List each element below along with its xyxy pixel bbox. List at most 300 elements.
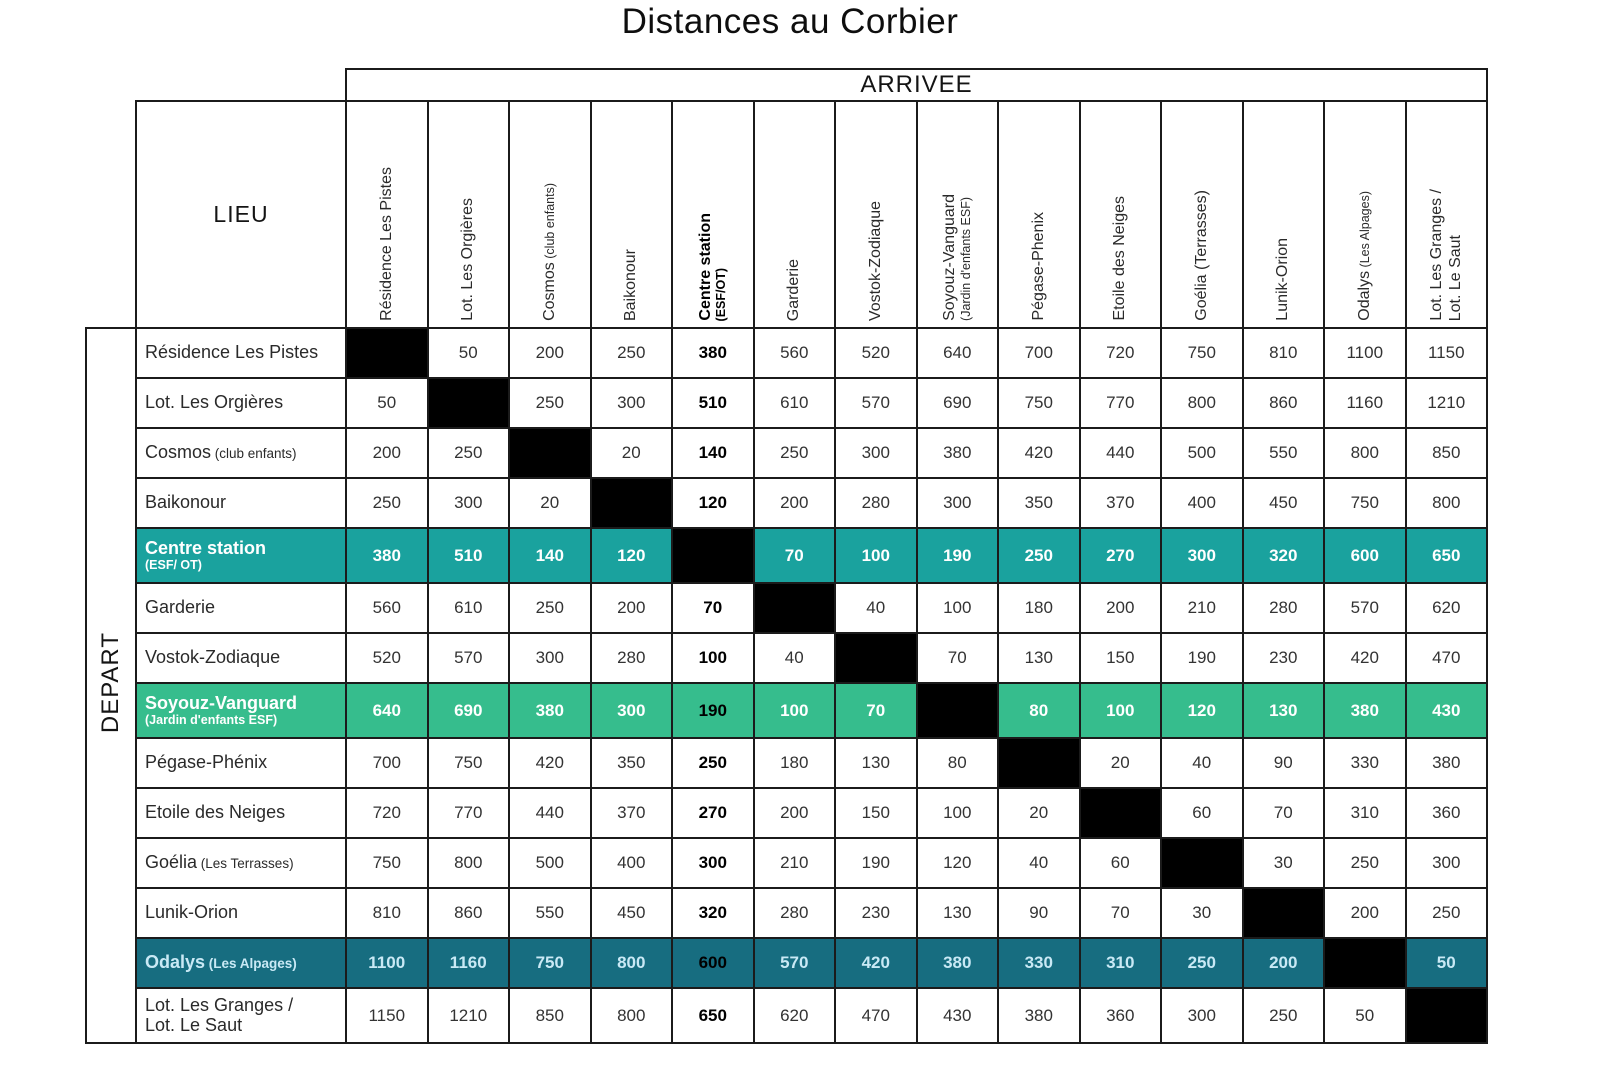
row-label [136, 683, 346, 738]
distance-cell: 250 [1406, 888, 1488, 938]
distance-table [85, 68, 1488, 1044]
distance-cell: 300 [591, 378, 673, 428]
row-label-sub: (ESF/ OT) [145, 557, 202, 572]
distance-cell: 80 [917, 738, 999, 788]
distance-cell: 690 [917, 378, 999, 428]
distance-cell: 620 [1406, 583, 1488, 633]
distance-cell: 1210 [1406, 378, 1488, 428]
distance-cell: 60 [1080, 838, 1162, 888]
distance-cell: 1100 [346, 938, 428, 988]
table-row [86, 938, 1487, 988]
distance-cell: 1210 [428, 988, 510, 1043]
row-label [136, 428, 346, 478]
distance-cell: 130 [998, 633, 1080, 683]
distance-cell: 850 [509, 988, 591, 1043]
table-row [86, 888, 1487, 938]
column-header-text [1162, 102, 1242, 327]
column-header [1324, 101, 1406, 328]
distance-cell: 750 [998, 378, 1080, 428]
distance-cell: 320 [1243, 528, 1325, 583]
distance-cell: 120 [917, 838, 999, 888]
column-header-text [592, 102, 672, 327]
row-label-sub: (club enfants) [211, 446, 297, 462]
distance-cell: 720 [346, 788, 428, 838]
row-label [136, 738, 346, 788]
row-label-main: Vostok-Zodiaque [145, 647, 281, 668]
distance-cell: 330 [1324, 738, 1406, 788]
distance-cell: 370 [591, 788, 673, 838]
column-header-main: Pégase-Phenix [1029, 212, 1047, 321]
row-label-sub: (Jardin d'enfants ESF) [145, 712, 278, 727]
distance-cell: 20 [998, 788, 1080, 838]
distance-cell: 70 [672, 583, 754, 633]
row-label-main: Garderie [145, 597, 216, 618]
column-header [917, 101, 999, 328]
column-header-sub: (ESF/OT) [714, 267, 729, 321]
column-header-text [1081, 102, 1161, 327]
distance-cell: 50 [346, 378, 428, 428]
column-header-main: Garderie [785, 258, 803, 321]
distance-cell: 100 [917, 583, 999, 633]
distance-cell: 70 [1080, 888, 1162, 938]
corner-blank [86, 101, 136, 328]
column-header-main: Goélia (Terrasses) [1192, 190, 1210, 321]
table-row [86, 788, 1487, 838]
table-row [86, 988, 1487, 1043]
distance-cell: 30 [1161, 888, 1243, 938]
column-header-text [673, 102, 753, 327]
distance-cell: 100 [754, 683, 836, 738]
distance-cell: 190 [672, 683, 754, 738]
distance-cell: 800 [1324, 428, 1406, 478]
diagonal-cell [917, 683, 999, 738]
diagonal-cell [754, 583, 836, 633]
distance-cell: 570 [835, 378, 917, 428]
distance-cell: 250 [346, 478, 428, 528]
row-label [136, 378, 346, 428]
distance-cell: 330 [998, 938, 1080, 988]
row-label-main: Lot. Les Granges / [145, 995, 294, 1016]
diagonal-cell [509, 428, 591, 478]
row-label-main: Etoile des Neiges [145, 802, 286, 823]
distance-cell: 300 [835, 428, 917, 478]
distance-cell: 800 [591, 988, 673, 1043]
distance-cell: 800 [591, 938, 673, 988]
distance-cell: 200 [509, 328, 591, 378]
column-header [1161, 101, 1243, 328]
distance-cell: 200 [1080, 583, 1162, 633]
distance-cell: 210 [754, 838, 836, 888]
column-header-text [510, 102, 590, 327]
column-header-text [836, 102, 916, 327]
column-header-main: Soyouz-Vanguard [941, 194, 959, 321]
row-label [136, 788, 346, 838]
distance-cell: 90 [998, 888, 1080, 938]
distance-cell: 300 [509, 633, 591, 683]
distance-cell: 200 [754, 788, 836, 838]
distance-cell: 300 [1406, 838, 1488, 888]
row-label [136, 328, 346, 378]
column-header [835, 101, 917, 328]
column-header-sub: (Les Alpages) [1357, 191, 1372, 272]
distance-cell: 570 [1324, 583, 1406, 633]
column-header [591, 101, 673, 328]
table-row [86, 378, 1487, 428]
column-header [1243, 101, 1325, 328]
distance-cell: 500 [509, 838, 591, 888]
distance-cell: 1160 [1324, 378, 1406, 428]
distance-cell: 750 [509, 938, 591, 988]
distance-cell: 250 [591, 328, 673, 378]
distance-cell: 200 [591, 583, 673, 633]
distance-cell: 470 [835, 988, 917, 1043]
distance-cell: 230 [1243, 633, 1325, 683]
distance-cell: 320 [672, 888, 754, 938]
distance-cell: 120 [591, 528, 673, 583]
distance-cell: 800 [1161, 378, 1243, 428]
column-header [998, 101, 1080, 328]
row-label-main: Résidence Les Pistes [145, 342, 319, 363]
column-header [1406, 101, 1488, 328]
diagonal-cell [1080, 788, 1162, 838]
row-label-main: Pégase-Phénix [145, 752, 268, 773]
column-header-main: Lunik-Orion [1274, 238, 1292, 321]
column-header-main: Odalys (Les Alpages) [1355, 191, 1373, 321]
column-header-text [1244, 102, 1324, 327]
distance-cell: 380 [1406, 738, 1488, 788]
distance-cell: 440 [1080, 428, 1162, 478]
column-header [754, 101, 836, 328]
distance-cell: 450 [591, 888, 673, 938]
column-header-text [347, 102, 427, 327]
row-label-main: Baikonour [145, 492, 227, 513]
distance-cell: 550 [509, 888, 591, 938]
distance-cell: 40 [754, 633, 836, 683]
distance-cell: 450 [1243, 478, 1325, 528]
table-row [86, 328, 1487, 378]
distance-cell: 560 [754, 328, 836, 378]
column-header-main: Centre station [696, 213, 714, 321]
distance-cell: 620 [754, 988, 836, 1043]
column-header [672, 101, 754, 328]
row-label-sub: (Les Alpages) [205, 956, 297, 972]
distance-cell: 20 [1080, 738, 1162, 788]
diagonal-cell [591, 478, 673, 528]
distance-cell: 520 [346, 633, 428, 683]
distance-cell: 1150 [346, 988, 428, 1043]
diagonal-cell [428, 378, 510, 428]
distance-cell: 50 [1324, 988, 1406, 1043]
distance-cell: 810 [346, 888, 428, 938]
column-header-row [86, 101, 1487, 328]
distance-cell: 420 [509, 738, 591, 788]
row-label-main: Cosmos [145, 442, 212, 463]
distance-cell: 380 [917, 428, 999, 478]
row-label [136, 938, 346, 988]
column-header-text [755, 102, 835, 327]
distance-cell: 250 [1161, 938, 1243, 988]
distance-cell: 250 [754, 428, 836, 478]
distance-cell: 860 [428, 888, 510, 938]
column-header-text [999, 102, 1079, 327]
distance-cell: 360 [1080, 988, 1162, 1043]
row-label [136, 633, 346, 683]
distance-cell: 180 [754, 738, 836, 788]
distance-cell: 640 [346, 683, 428, 738]
distance-cell: 300 [591, 683, 673, 738]
distance-cell: 250 [509, 583, 591, 633]
distance-cell: 130 [1243, 683, 1325, 738]
row-label-main: Lunik-Orion [145, 902, 239, 923]
distance-cell: 280 [1243, 583, 1325, 633]
column-header-main: Cosmos (club enfants) [540, 183, 558, 321]
distance-cell: 610 [428, 583, 510, 633]
distance-cell: 190 [835, 838, 917, 888]
distance-cell: 210 [1161, 583, 1243, 633]
table-row [86, 838, 1487, 888]
column-header-main: Lot. Les Orgières [459, 198, 477, 321]
column-header-main: Etoile des Neiges [1111, 196, 1129, 321]
column-header [428, 101, 510, 328]
distance-cell: 610 [754, 378, 836, 428]
diagonal-cell [672, 528, 754, 583]
distance-cell: 430 [1406, 683, 1488, 738]
diagonal-cell [346, 328, 428, 378]
distance-cell: 300 [672, 838, 754, 888]
distance-cell: 130 [917, 888, 999, 938]
distance-cell: 30 [1243, 838, 1325, 888]
distance-cell: 400 [1161, 478, 1243, 528]
distance-cell: 250 [509, 378, 591, 428]
distance-cell: 510 [672, 378, 754, 428]
row-label [136, 583, 346, 633]
distance-cell: 140 [672, 428, 754, 478]
distance-cell: 1100 [1324, 328, 1406, 378]
distance-cell: 690 [428, 683, 510, 738]
column-header-main: Vostok-Zodiaque [866, 200, 884, 321]
row-label-main: Centre station [145, 537, 267, 558]
distance-cell: 80 [998, 683, 1080, 738]
diagonal-cell [835, 633, 917, 683]
distance-cell: 140 [509, 528, 591, 583]
diagonal-cell [1161, 838, 1243, 888]
distance-cell: 70 [835, 683, 917, 738]
row-label [136, 838, 346, 888]
diagonal-cell [1243, 888, 1325, 938]
page-title: Distances au Corbier [621, 2, 959, 41]
distance-cell: 420 [835, 938, 917, 988]
distance-cell: 430 [917, 988, 999, 1043]
column-header-sub: (club enfants) [542, 183, 557, 263]
column-header [509, 101, 591, 328]
distance-cell: 350 [998, 478, 1080, 528]
distance-cell: 60 [1161, 788, 1243, 838]
distance-cell: 640 [917, 328, 999, 378]
distance-cell: 750 [428, 738, 510, 788]
distance-cell: 250 [1324, 838, 1406, 888]
distance-cell: 370 [1080, 478, 1162, 528]
distance-cell: 350 [591, 738, 673, 788]
distance-cell: 420 [1324, 633, 1406, 683]
distance-cell: 700 [998, 328, 1080, 378]
distance-cell: 560 [346, 583, 428, 633]
distance-cell: 250 [672, 738, 754, 788]
column-header-main: Lot. Les Granges / [1428, 189, 1446, 321]
distance-cell: 300 [428, 478, 510, 528]
distance-cell: 230 [835, 888, 917, 938]
table-row [86, 683, 1487, 738]
column-header-main: Baikonour [622, 248, 640, 321]
distance-cell: 600 [672, 938, 754, 988]
column-header-text [429, 102, 509, 327]
distance-cell: 470 [1406, 633, 1488, 683]
column-header [346, 101, 428, 328]
distance-cell: 380 [917, 938, 999, 988]
distance-cell: 510 [428, 528, 510, 583]
distance-cell: 200 [1243, 938, 1325, 988]
distance-cell: 200 [1324, 888, 1406, 938]
table-row [86, 478, 1487, 528]
distance-cell: 250 [1243, 988, 1325, 1043]
distance-cell: 570 [428, 633, 510, 683]
column-header-main: Résidence Les Pistes [377, 167, 395, 321]
distance-cell: 90 [1243, 738, 1325, 788]
distance-cell: 750 [1324, 478, 1406, 528]
row-label [136, 528, 346, 583]
distance-cell: 770 [1080, 378, 1162, 428]
distance-cell: 190 [1161, 633, 1243, 683]
distance-cell: 270 [672, 788, 754, 838]
table-row [86, 528, 1487, 583]
distance-cell: 70 [917, 633, 999, 683]
depart-header-text: DEPART [96, 632, 124, 734]
distance-cell: 750 [346, 838, 428, 888]
distance-cell: 280 [835, 478, 917, 528]
distance-cell: 250 [998, 528, 1080, 583]
distance-cell: 300 [1161, 528, 1243, 583]
distance-cell: 100 [672, 633, 754, 683]
distance-cell: 1160 [428, 938, 510, 988]
distance-cell: 200 [346, 428, 428, 478]
distance-cell: 250 [428, 428, 510, 478]
row-label-main: Soyouz-Vanguard [145, 692, 298, 713]
distance-cell: 40 [835, 583, 917, 633]
distance-cell: 750 [1161, 328, 1243, 378]
column-header-text [918, 102, 998, 327]
distance-cell: 570 [754, 938, 836, 988]
diagonal-cell [1324, 938, 1406, 988]
distance-cell: 650 [1406, 528, 1488, 583]
distance-cell: 400 [591, 838, 673, 888]
distance-cell: 310 [1080, 938, 1162, 988]
distance-cell: 130 [835, 738, 917, 788]
distance-cell: 150 [1080, 633, 1162, 683]
distance-cell: 380 [346, 528, 428, 583]
distance-cell: 770 [428, 788, 510, 838]
distance-cell: 420 [998, 428, 1080, 478]
distance-cell: 40 [1161, 738, 1243, 788]
distance-cell: 860 [1243, 378, 1325, 428]
row-label-line2: Lot. Le Saut [145, 1014, 243, 1035]
depart-header [86, 328, 136, 1043]
column-header-text [1325, 102, 1405, 327]
distance-cell: 850 [1406, 428, 1488, 478]
distance-cell: 280 [754, 888, 836, 938]
diagonal-cell [1406, 988, 1488, 1043]
arrivee-header: ARRIVEE [346, 69, 1487, 101]
distance-cell: 100 [835, 528, 917, 583]
distance-cell: 720 [1080, 328, 1162, 378]
diagonal-cell [998, 738, 1080, 788]
row-label-main: Lot. Les Orgières [145, 392, 284, 413]
distance-cell: 120 [1161, 683, 1243, 738]
distance-cell: 50 [428, 328, 510, 378]
distance-cell: 1150 [1406, 328, 1488, 378]
distance-cell: 800 [1406, 478, 1488, 528]
row-label [136, 478, 346, 528]
distance-cell: 380 [998, 988, 1080, 1043]
distance-cell: 20 [591, 428, 673, 478]
row-label [136, 888, 346, 938]
distance-cell: 20 [509, 478, 591, 528]
table-row [86, 738, 1487, 788]
column-header-text [1407, 102, 1487, 327]
distance-cell: 500 [1161, 428, 1243, 478]
distance-cell: 520 [835, 328, 917, 378]
table-row [86, 428, 1487, 478]
distance-cell: 300 [917, 478, 999, 528]
table-row [86, 583, 1487, 633]
distance-cell: 440 [509, 788, 591, 838]
distance-cell: 70 [1243, 788, 1325, 838]
distance-cell: 650 [672, 988, 754, 1043]
distance-cell: 550 [1243, 428, 1325, 478]
distance-cell: 380 [1324, 683, 1406, 738]
column-header-sub: (Jardin d'enfants ESF) [958, 197, 973, 321]
distance-cell: 150 [835, 788, 917, 838]
distance-cell: 360 [1406, 788, 1488, 838]
distance-cell: 270 [1080, 528, 1162, 583]
distance-cell: 50 [1406, 938, 1488, 988]
distance-cell: 100 [1080, 683, 1162, 738]
row-label-main: Odalys [145, 952, 206, 973]
table-row [86, 633, 1487, 683]
distance-cell: 600 [1324, 528, 1406, 583]
column-header-line2: Lot. Le Saut [1446, 234, 1464, 321]
distance-cell: 800 [428, 838, 510, 888]
distance-cell: 380 [672, 328, 754, 378]
distance-cell: 200 [754, 478, 836, 528]
corner-blank [86, 69, 346, 101]
lieu-header: LIEU [136, 101, 346, 328]
row-label [136, 988, 346, 1043]
distance-cell: 70 [754, 528, 836, 583]
distance-cell: 280 [591, 633, 673, 683]
arrivee-header-row [86, 69, 1487, 101]
distance-cell: 120 [672, 478, 754, 528]
distance-cell: 100 [917, 788, 999, 838]
distance-cell: 180 [998, 583, 1080, 633]
distance-cell: 300 [1161, 988, 1243, 1043]
distance-cell: 380 [509, 683, 591, 738]
distance-cell: 810 [1243, 328, 1325, 378]
distance-cell: 310 [1324, 788, 1406, 838]
row-label-main: Goélia [145, 852, 198, 873]
column-header [1080, 101, 1162, 328]
distance-cell: 40 [998, 838, 1080, 888]
row-label-sub: (Les Terrasses) [197, 856, 294, 872]
distance-cell: 700 [346, 738, 428, 788]
